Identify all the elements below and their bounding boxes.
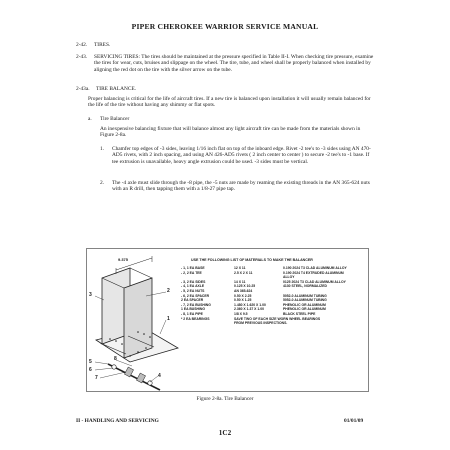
step-number: 1. xyxy=(100,146,105,152)
material-size: AN 365-624 xyxy=(234,289,253,293)
tire-balancer-figure xyxy=(86,248,369,392)
material-spec: 0125 2024 T3 CLAD ALUMINUM ALLOY xyxy=(283,279,346,284)
callout-3: 3 xyxy=(89,292,92,298)
section-heading: TIRES. xyxy=(94,42,111,48)
step-number: 2. xyxy=(100,180,105,186)
material-size: SAVE TWO OF EACH SIZE WORN WHEEL BEARINGS xyxy=(234,316,321,321)
materials-title: USE THE FOLLOWING LIST OF MATERIALS TO MAKE THE BALANCER xyxy=(191,258,313,262)
material-item: * 2 EA BEARINGS xyxy=(181,316,210,321)
dimension-label: 9.375 xyxy=(118,257,129,262)
material-item: - 6, 2 EA SPACER xyxy=(181,293,210,298)
material-item: 2 EA SPACER xyxy=(181,298,204,303)
figure-caption: Figure 2-8a. Tire Balancer xyxy=(196,396,254,402)
material-size: 14 X 11 xyxy=(234,279,246,284)
section-2-43 xyxy=(76,54,374,73)
material-item: - 7, 2 EA BUSHING xyxy=(181,302,211,307)
material-item: - 8, 1 EA PIPE xyxy=(181,312,203,316)
subsection-a-text: An inexpensive balancing fixture that will balance almost any light aircraft tire can be made from the materials shown in Figure 2-8a. xyxy=(100,126,361,139)
material-spec: PHENOLIC OR ALUMINUM xyxy=(283,307,326,312)
subsection-label: a. xyxy=(88,116,92,122)
material-size: 1/8 X 9.5 xyxy=(234,312,248,316)
material-item: - 1, 1 EA BASE xyxy=(181,266,205,270)
callout-1: 1 xyxy=(167,316,170,322)
section-number: 2-42. xyxy=(76,42,88,48)
section-number: 2-43a. xyxy=(76,86,90,92)
subsection-title: Tire Balancer xyxy=(100,116,130,122)
material-spec: 5052-0 ALUMINUM TUBING xyxy=(283,298,327,303)
callout-5: 5 xyxy=(89,359,92,365)
callout-2: 2 xyxy=(167,288,170,294)
material-size: 0.125 X 10.25 xyxy=(234,284,256,289)
footer-section: II - HANDLING AND SERVICING xyxy=(76,418,159,424)
callout-7: 7 xyxy=(95,375,98,381)
section-2-43a xyxy=(76,86,374,92)
material-item: - 4, 1 EA AXLE xyxy=(181,284,205,289)
materials-note: FROM PREVIOUS INSPECTIONS. xyxy=(234,321,288,326)
subsection-a xyxy=(88,116,386,122)
material-spec: 5052-0 ALUMINUM TUBING xyxy=(283,293,327,298)
section-2-42 xyxy=(76,42,374,48)
material-size: 12 X 11 xyxy=(234,266,246,270)
section-number: 2-43. xyxy=(76,54,88,60)
step-1 xyxy=(100,146,374,165)
material-spec: BLACK STEEL PIPE xyxy=(283,312,316,316)
material-size: 2.360 X 1.37 X 1.00 xyxy=(234,307,264,312)
material-size: 2.5 X 2 X 11 xyxy=(234,270,253,275)
section-paragraph: SERVICING TIRES: The tires should be maintained at the pressure specified in Table II-I. When checking tire pressure, examine the tires for wear, cuts, bruises and slippage on the wheel. The tire, tube, and wheel shall be properly balanced when installed by aligning the red dot on the tire with the silver arrow on the tube. xyxy=(94,54,374,73)
section-heading: TIRE BALANCE. xyxy=(96,86,137,92)
callout-4: 4 xyxy=(158,373,161,379)
footer-page-code: 1C2 xyxy=(218,429,232,437)
callout-6: 6 xyxy=(89,367,92,373)
balance-intro: Proper balancing is critical for the life of aircraft tires. If a new tire is balanced upon installation it will usually remain balanced for the life of the tire without having any shimmy or flat spots. xyxy=(88,96,371,109)
page-header: PIPER CHEROKEE WARRIOR SERVICE MANUAL xyxy=(131,22,319,31)
step-text: Chamfer top edges of -3 sides, leaving 1/16 inch flat on top of the inboard edge. Rivet -2 tee's to -3 sides using AN 470-AD5 rivets, with 2 inch spacing, and using AN 426-AD5 rivets ( 2 inch center to center ) to secure -2 tee's to -1 base. If tee extrusion is unavailable, heavy angle extrusion could be used. -3 sides must be vertical. xyxy=(112,146,371,165)
material-spec: 0.190 2024 T3 CLAD ALUMINUM ALLOY xyxy=(283,266,347,270)
material-size: 0.50 X 1.25 xyxy=(234,298,252,303)
material-spec: 0.190 2024 T4 EXTRUDED ALUMINUM xyxy=(283,270,344,275)
material-size: 0.50 X 2.25 xyxy=(234,293,252,298)
material-item: - 3, 2 EA SIDES xyxy=(181,279,206,284)
step-2 xyxy=(100,180,374,193)
material-item: - 5, 2 EA NUTS xyxy=(181,289,205,293)
material-spec: PHENOLIC OR ALUMINUM xyxy=(283,302,326,307)
footer-date: 01/01/09 xyxy=(344,418,364,424)
callout-8: 8 xyxy=(114,356,117,362)
material-size: 1.480 X 1.620 X 1.00 xyxy=(234,302,266,307)
material-spec: 4130 STEEL, NORMALIZED xyxy=(283,284,327,289)
step-text: The -4 axle must slide through the -8 pipe, the -5 nuts are made by reaming the existing threads in the AN 365-624 nuts with an R drill, then tapping them with a 1/8-27 pipe tap. xyxy=(112,180,370,193)
material-item: - 2, 2 EA TEE xyxy=(181,270,202,275)
material-item: 1 EA BUSHING xyxy=(181,307,205,312)
material-spec: ALLOY xyxy=(283,275,295,280)
